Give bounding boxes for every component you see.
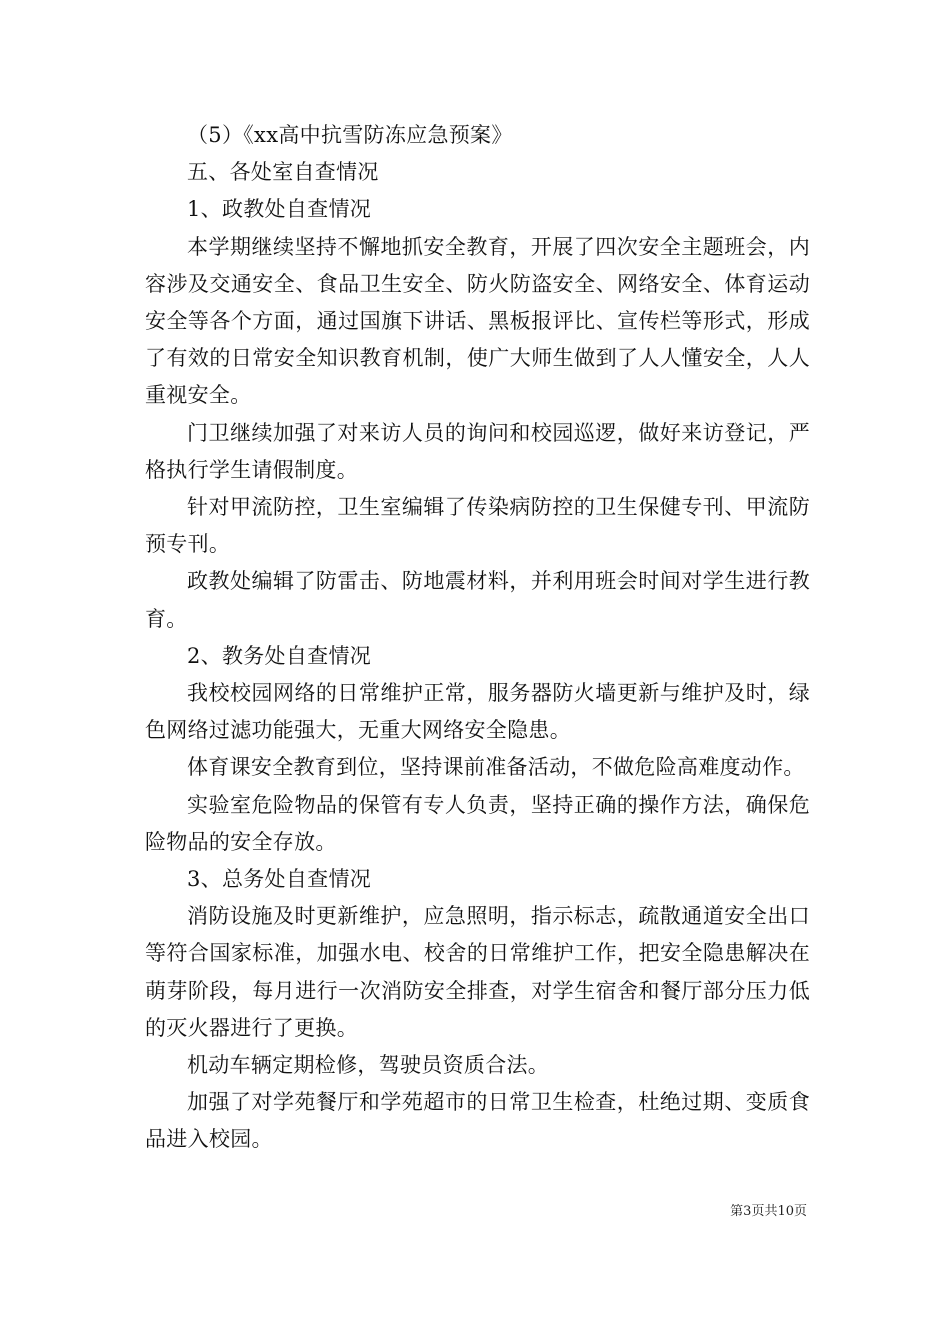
page-number: 第3页共10页 — [730, 1204, 807, 1219]
paragraph-vehicles: 机动车辆定期检修，驾驶员资质合法。 — [187, 1053, 550, 1078]
paragraph-lab-safety: 实验室危险物品的保管有专人负责，坚持正确的操作方法，确保危险物品的安全存放。 — [145, 792, 810, 854]
paragraph-food-hygiene: 加强了对学苑餐厅和学苑超市的日常卫生检查，杜绝过期、变质食品进入校园。 — [145, 1090, 810, 1152]
subheading-political-education: 1、政教处自查情况 — [187, 197, 372, 222]
paragraph-gate-guard: 门卫继续加强了对来访人员的询问和校园巡逻，做好来访登记，严格执行学生请假制度。 — [145, 420, 810, 482]
paragraph-network-maintenance: 我校校园网络的日常维护正常，服务器防火墙更新与维护及时，绿色网络过滤功能强大，无重大网络安全隐患。 — [145, 681, 810, 743]
page-footer — [730, 1203, 807, 1221]
section-heading-self-inspection: 五、各处室自查情况 — [187, 160, 379, 185]
subheading-academic-affairs: 2、教务处自查情况 — [187, 643, 372, 668]
paragraph-pe-safety: 体育课安全教育到位，坚持课前准备活动，不做危险高难度动作。 — [187, 755, 805, 780]
subheading-general-affairs: 3、总务处自查情况 — [187, 867, 372, 892]
paragraph-safety-education: 本学期继续坚持不懈地抓安全教育，开展了四次安全主题班会，内容涉及交通安全、食品卫生安全、防火防盗安全、网络安全、体育运动安全等各个方面，通过国旗下讲话、黑板报评比、宣传栏等形式，形成了有效的日常安全知识教育机制，使广大师生做到了人人懂安全，人人重视安全。 — [145, 234, 810, 408]
paragraph-flu-prevention: 针对甲流防控，卫生室编辑了传染病防控的卫生保健专刊、甲流防预专刊。 — [145, 495, 810, 557]
paragraph-fire-facilities: 消防设施及时更新维护，应急照明，指示标志，疏散通道安全出口等符合国家标准，加强水电、校舍的日常维护工作，把安全隐患解决在萌芽阶段，每月进行一次消防安全排查，对学生宿舍和餐厅部分压力低的灭火器进行了更换。 — [145, 904, 810, 1040]
document-body — [145, 117, 810, 1159]
paragraph-disaster-materials: 政教处编辑了防雷击、防地震材料，并利用班会时间对学生进行教育。 — [145, 569, 810, 631]
list-item-emergency-plan: （5）《xx高中抗雪防冻应急预案》 — [187, 123, 513, 147]
